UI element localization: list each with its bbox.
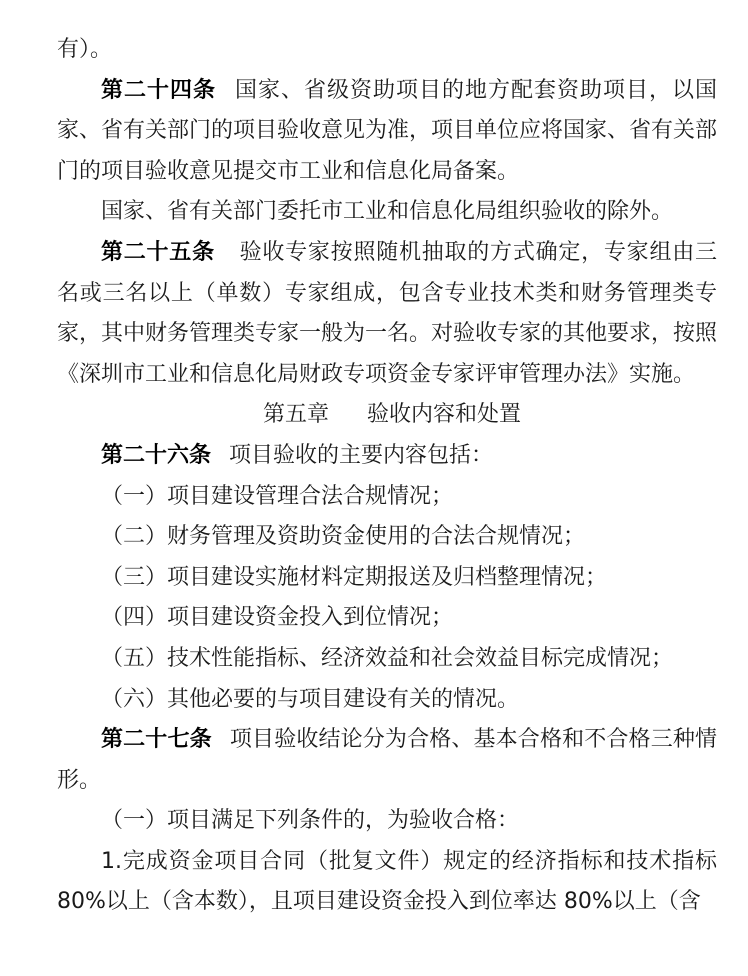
chapter-number: 第五章 xyxy=(262,402,329,428)
article-24 xyxy=(57,71,717,193)
list-item: （五）技术性能指标、经济效益和社会效益目标完成情况； xyxy=(101,645,674,671)
article-27-clause: （一）项目满足下列条件的，为验收合格： xyxy=(101,808,520,834)
chapter-title: 验收内容和处置 xyxy=(367,402,522,428)
article-24-text: 国家、省级资助项目的地方配套资助项目，以国家、省有关部门的项目验收意见为准，项目单位应将国家、省有关部门的项目验收意见提交市工业和信息化局备案。 xyxy=(57,77,718,184)
chapter-heading xyxy=(57,395,717,436)
article-26 xyxy=(57,436,717,477)
list-item: （二）财务管理及资助资金使用的合法合规情况； xyxy=(101,524,586,550)
article-24-heading: 第二十四条 xyxy=(101,77,216,103)
article-27-heading: 第二十七条 xyxy=(101,727,212,753)
article-27-text: 项目验收结论分为合格、基本合格和不合格三种情形。 xyxy=(57,727,717,793)
continuation-text: 有）。 xyxy=(57,37,113,62)
article-26-text: 项目验收的主要内容包括： xyxy=(229,442,494,468)
article-26-heading: 第二十六条 xyxy=(101,442,212,468)
list-item: （一）项目建设管理合法合规情况； xyxy=(101,483,454,509)
article-25-heading: 第二十五条 xyxy=(101,239,215,265)
article-25-text: 验收专家按照随机抽取的方式确定，专家组由三名或三名以上（单数）专家组成，包含专业技术类和财务管理类专家，其中财务管理类专家一般为一名。对验收专家的其他要求，按照《深圳市工业和信息化局财政专项资金专家评审管理办法》实施。 xyxy=(57,239,718,387)
document-body xyxy=(57,30,717,923)
article-24-extra: 国家、省有关部门委托市工业和信息化局组织验收的除外。 xyxy=(101,199,674,225)
list-item: （四）项目建设资金投入到位情况； xyxy=(101,605,454,631)
article-27-point-1: 1.完成资金项目合同（批复文件）规定的经济指标和技术指标80%以上（含本数），且项目建设资金投入到位率达 80%以上（含 xyxy=(57,848,717,915)
list-item: （三）项目建设实施材料定期报送及归档整理情况； xyxy=(101,564,608,590)
article-27 xyxy=(57,720,717,801)
list-item: （六）其他必要的与项目建设有关的情况。 xyxy=(101,686,520,712)
article-25 xyxy=(57,233,717,395)
